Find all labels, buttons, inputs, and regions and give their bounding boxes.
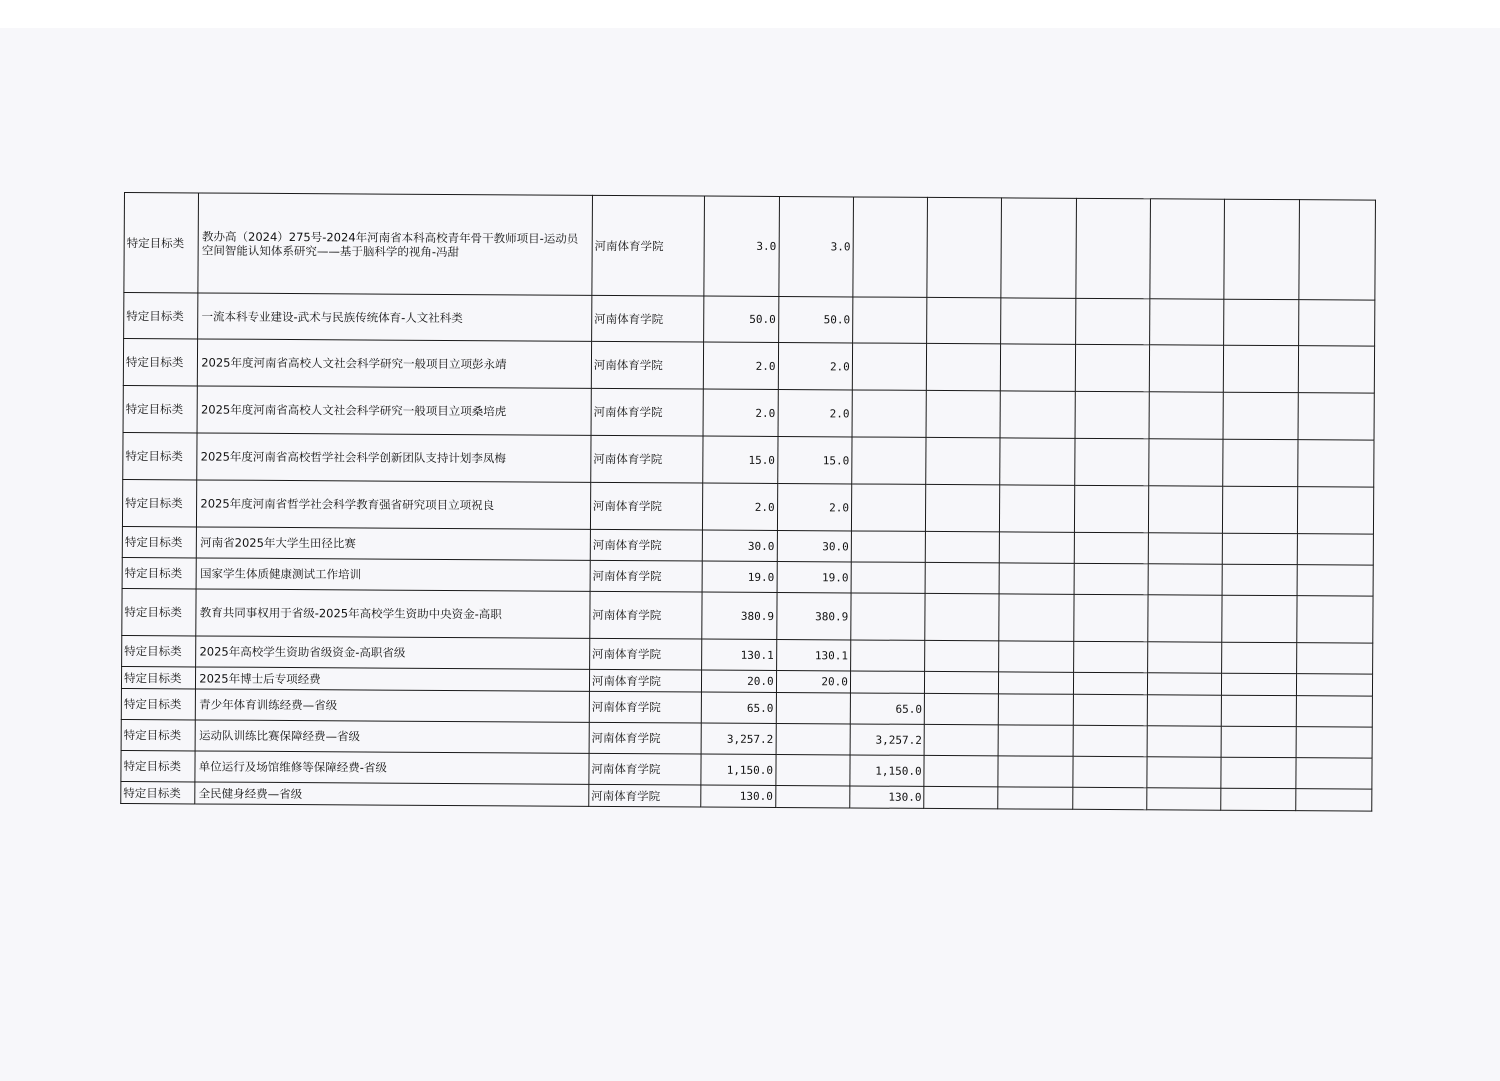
empty-cell (1148, 642, 1222, 673)
org-cell: 河南体育学院 (591, 435, 704, 483)
org-cell: 河南体育学院 (591, 388, 704, 436)
project-cell: 单位运行及场馆维修等保障经费-省级 (195, 751, 589, 784)
empty-cell (1296, 674, 1372, 696)
org-cell: 河南体育学院 (589, 691, 702, 723)
empty-cell (925, 531, 999, 562)
category-cell: 特定目标类 (122, 588, 197, 635)
empty-cell (1000, 438, 1075, 485)
amount-col3-cell (850, 671, 924, 693)
category-cell: 特定目标类 (124, 293, 199, 339)
org-cell: 河南体育学院 (590, 529, 703, 561)
empty-cell (1298, 393, 1375, 440)
amount-total-cell: 3,257.2 (701, 723, 775, 754)
empty-cell (1223, 392, 1298, 439)
empty-cell (1221, 757, 1295, 788)
empty-cell (1223, 486, 1298, 533)
project-cell: 河南省2025年大学生田径比赛 (197, 527, 591, 560)
amount-col2-cell: 20.0 (776, 670, 850, 692)
empty-cell (1001, 298, 1076, 344)
empty-cell (1223, 439, 1298, 486)
empty-cell (1148, 533, 1222, 564)
empty-cell (1298, 346, 1375, 393)
empty-cell (927, 197, 1002, 297)
empty-cell (1000, 563, 1074, 594)
amount-col3-cell: 130.0 (850, 786, 924, 808)
empty-cell (998, 756, 1072, 787)
amount-col2-cell (776, 692, 850, 723)
empty-cell (1298, 300, 1375, 346)
project-cell: 全民健身经费—省级 (195, 782, 589, 806)
empty-cell (1000, 391, 1075, 438)
empty-cell (1074, 563, 1148, 594)
empty-cell (1297, 534, 1374, 565)
empty-cell (1149, 486, 1224, 533)
empty-cell (999, 694, 1073, 725)
amount-total-cell: 130.1 (702, 639, 776, 670)
empty-cell (1000, 532, 1074, 563)
empty-cell (1075, 344, 1150, 391)
org-cell: 河南体育学院 (591, 341, 704, 389)
empty-cell (1147, 726, 1221, 757)
amount-total-cell: 65.0 (702, 692, 776, 723)
empty-cell (1295, 789, 1371, 811)
org-cell: 河南体育学院 (589, 753, 702, 785)
empty-cell (1074, 594, 1149, 641)
empty-cell (1148, 595, 1223, 642)
category-cell: 特定目标类 (122, 526, 196, 557)
amount-col2-cell: 3.0 (778, 197, 853, 297)
amount-col3-cell (852, 390, 927, 437)
amount-col3-cell: 65.0 (850, 693, 924, 724)
amount-col2-cell: 19.0 (777, 561, 851, 592)
table-row (123, 339, 1374, 394)
amount-col2-cell: 2.0 (778, 342, 853, 389)
amount-col2-cell: 130.1 (776, 639, 850, 670)
empty-cell (1001, 344, 1076, 391)
empty-cell (1221, 726, 1295, 757)
category-cell: 特定目标类 (123, 432, 198, 479)
org-cell: 河南体育学院 (592, 195, 705, 296)
project-cell: 教办高（2024）275号-2024年河南省本科高校青年骨干教师项目-运动员空间智能认知体系研究——基于脑科学的视角-冯甜 (198, 193, 592, 295)
empty-cell (1222, 673, 1296, 695)
empty-cell (998, 787, 1072, 809)
org-cell: 河南体育学院 (589, 722, 702, 754)
empty-cell (926, 343, 1001, 390)
category-cell: 特定目标类 (122, 479, 197, 526)
amount-total-cell: 20.0 (702, 670, 776, 692)
empty-cell (1149, 392, 1224, 439)
table-row (124, 193, 1376, 301)
org-cell: 河南体育学院 (589, 669, 702, 692)
empty-cell (1221, 788, 1295, 810)
amount-total-cell: 2.0 (703, 483, 778, 530)
empty-cell (1073, 756, 1147, 787)
amount-total-cell: 2.0 (704, 342, 779, 389)
project-cell: 2025年高校学生资助省级资金-高职省级 (196, 636, 590, 669)
project-cell: 国家学生体质健康测试工作培训 (196, 558, 590, 591)
amount-total-cell: 1,150.0 (701, 754, 775, 785)
empty-cell (1000, 485, 1075, 532)
empty-cell (999, 672, 1073, 694)
empty-cell (927, 297, 1002, 343)
project-cell: 青少年体育训练经费—省级 (196, 689, 590, 722)
empty-cell (1073, 694, 1147, 725)
empty-cell (1297, 440, 1374, 487)
amount-col3-cell: 1,150.0 (850, 755, 924, 786)
table-row (123, 432, 1374, 487)
org-cell: 河南体育学院 (590, 482, 703, 530)
amount-col2-cell: 15.0 (777, 436, 852, 483)
org-cell: 河南体育学院 (589, 638, 702, 670)
amount-total-cell: 2.0 (703, 389, 778, 436)
table-row (124, 293, 1375, 347)
org-cell: 河南体育学院 (591, 295, 704, 342)
category-cell: 特定目标类 (121, 688, 195, 719)
category-cell: 特定目标类 (122, 635, 196, 666)
amount-col3-cell (852, 343, 927, 390)
empty-cell (1150, 299, 1225, 345)
amount-col3-cell: 3,257.2 (850, 724, 924, 755)
category-cell: 特定目标类 (121, 750, 195, 781)
amount-col2-cell: 30.0 (777, 530, 851, 561)
table-row (122, 588, 1373, 643)
empty-cell (1223, 533, 1297, 564)
amount-total-cell: 3.0 (704, 196, 779, 296)
scan-top-margin (0, 0, 1500, 28)
project-cell: 教育共同事权用于省级-2025年高校学生资助中央资金-高职 (196, 589, 590, 638)
category-cell: 特定目标类 (121, 719, 195, 750)
project-cell: 2025年度河南省高校人文社会科学研究一般项目立项桑培虎 (197, 386, 591, 435)
amount-col3-cell (851, 484, 926, 531)
budget-table (120, 192, 1376, 812)
empty-cell (1299, 200, 1376, 300)
project-cell: 一流本科专业建设-武术与民族传统体育-人文社科类 (198, 293, 592, 341)
project-cell: 2025年度河南省哲学社会科学教育强省研究项目立项祝良 (197, 480, 591, 529)
empty-cell (1073, 672, 1147, 694)
empty-cell (924, 786, 998, 808)
empty-cell (1224, 345, 1299, 392)
amount-col3-cell (852, 297, 927, 343)
amount-col2-cell (775, 785, 849, 807)
category-cell: 特定目标类 (123, 339, 198, 386)
amount-total-cell: 19.0 (702, 561, 776, 592)
amount-total-cell: 15.0 (703, 436, 778, 483)
empty-cell (1150, 199, 1225, 299)
empty-cell (1296, 727, 1373, 758)
empty-cell (1297, 487, 1374, 534)
empty-cell (1224, 299, 1299, 345)
empty-cell (925, 640, 999, 671)
amount-col2-cell: 2.0 (778, 389, 853, 436)
empty-cell (1148, 564, 1222, 595)
empty-cell (1224, 199, 1299, 299)
empty-cell (1296, 758, 1373, 789)
category-cell: 特定目标类 (123, 385, 198, 432)
empty-cell (926, 484, 1001, 531)
empty-cell (924, 724, 998, 755)
org-cell: 河南体育学院 (590, 591, 703, 639)
category-cell: 特定目标类 (122, 557, 196, 588)
empty-cell (1074, 532, 1148, 563)
empty-cell (925, 671, 999, 693)
empty-cell (924, 755, 998, 786)
empty-cell (1075, 298, 1150, 344)
amount-col3-cell (851, 562, 925, 593)
empty-cell (1147, 757, 1221, 788)
empty-cell (924, 693, 998, 724)
empty-cell (1148, 673, 1222, 695)
category-cell: 特定目标类 (121, 781, 195, 803)
project-cell: 运动队训练比赛保障经费—省级 (195, 720, 589, 753)
amount-col2-cell: 380.9 (776, 592, 851, 639)
empty-cell (1075, 438, 1150, 485)
amount-col2-cell: 2.0 (777, 483, 852, 530)
empty-cell (1296, 643, 1373, 674)
empty-cell (1073, 787, 1147, 809)
project-cell: 2025年博士后专项经费 (196, 667, 590, 691)
amount-total-cell: 130.0 (701, 785, 775, 807)
empty-cell (1222, 695, 1296, 726)
empty-cell (1222, 595, 1297, 642)
amount-total-cell: 50.0 (704, 296, 779, 342)
empty-cell (1222, 642, 1296, 673)
empty-cell (1075, 391, 1150, 438)
amount-col3-cell (853, 197, 928, 297)
amount-col3-cell (850, 640, 924, 671)
empty-cell (1149, 439, 1224, 486)
empty-cell (999, 594, 1074, 641)
empty-cell (1147, 695, 1221, 726)
amount-col3-cell (852, 437, 927, 484)
empty-cell (926, 437, 1001, 484)
org-cell: 河南体育学院 (589, 784, 702, 807)
empty-cell (1297, 565, 1374, 596)
org-cell: 河南体育学院 (590, 560, 703, 592)
table-row (122, 479, 1373, 534)
empty-cell (1149, 345, 1224, 392)
empty-cell (926, 390, 1001, 437)
empty-cell (1222, 564, 1296, 595)
project-cell: 2025年度河南省高校哲学社会科学创新团队支持计划李凤梅 (197, 433, 591, 482)
amount-col2-cell (776, 723, 850, 754)
empty-cell (999, 641, 1073, 672)
amount-col2-cell: 50.0 (778, 296, 853, 342)
amount-total-cell: 30.0 (703, 530, 777, 561)
empty-cell (1147, 788, 1221, 810)
empty-cell (925, 562, 999, 593)
empty-cell (999, 725, 1073, 756)
empty-cell (1076, 198, 1151, 298)
project-cell: 2025年度河南省高校人文社会科学研究一般项目立项彭永靖 (198, 339, 592, 388)
amount-col2-cell (775, 754, 849, 785)
empty-cell (1296, 596, 1373, 643)
amount-total-cell: 380.9 (702, 592, 777, 639)
amount-col3-cell (851, 531, 925, 562)
empty-cell (1073, 725, 1147, 756)
empty-cell (1073, 641, 1147, 672)
empty-cell (1074, 485, 1149, 532)
empty-cell (1001, 198, 1076, 298)
empty-cell (1296, 696, 1373, 727)
table-row (123, 385, 1374, 440)
empty-cell (925, 593, 1000, 640)
category-cell: 特定目标类 (124, 193, 199, 293)
amount-col3-cell (851, 593, 926, 640)
category-cell: 特定目标类 (121, 666, 195, 688)
